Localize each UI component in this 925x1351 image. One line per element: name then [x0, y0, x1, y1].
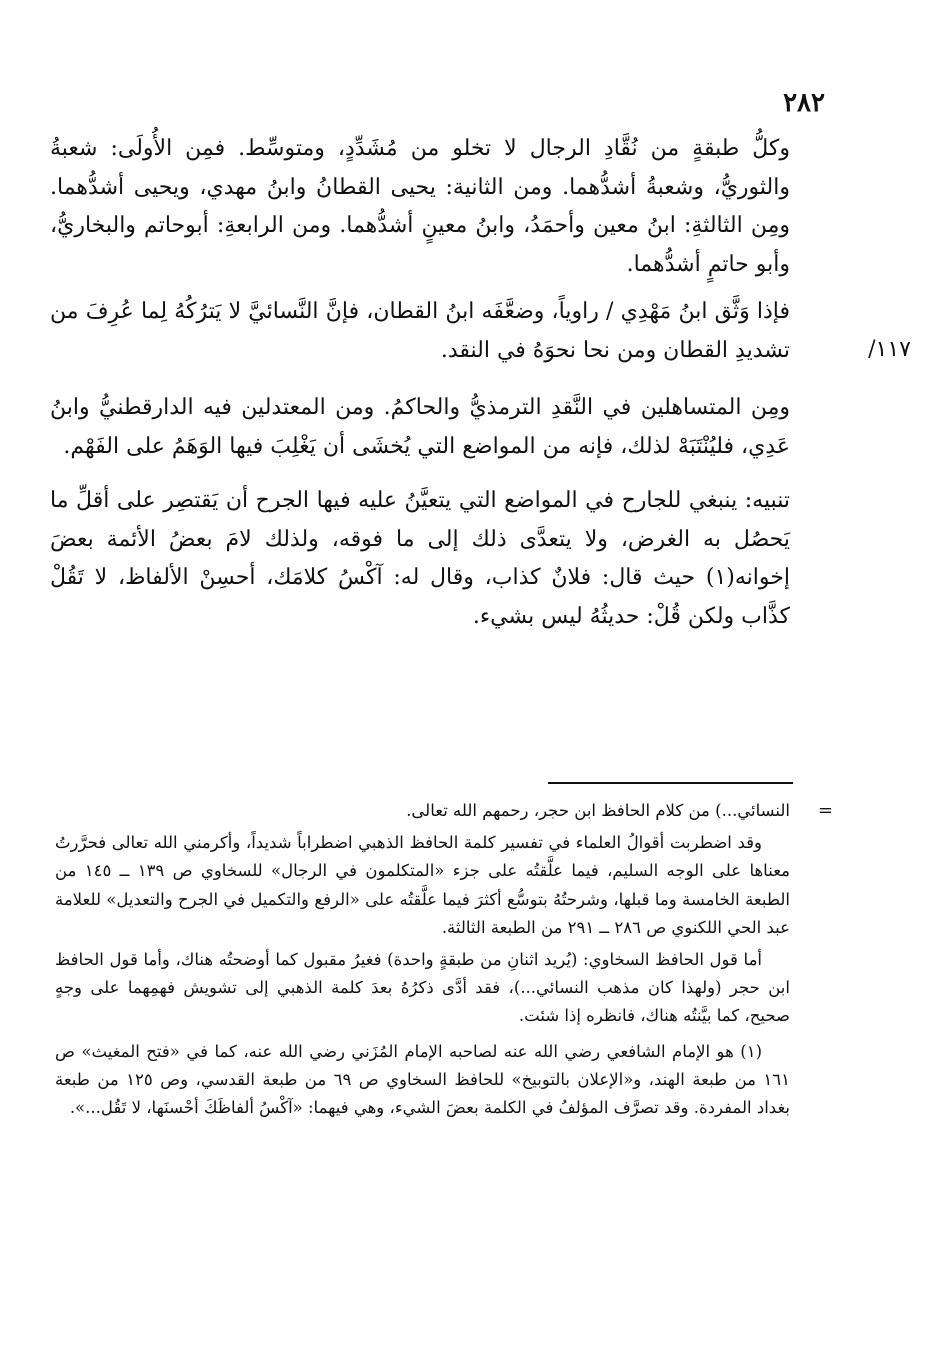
main-text — [50, 130, 790, 636]
footnote-continued: النسائي...) من كلام الحافظ ابن حجر، رحمهم الله تعالى. — [406, 801, 790, 820]
paragraph-critics-classes: وكلُّ طبقةٍ من نُقَّادِ الرجال لا تخلو من مُشَدِّدٍ، ومتوسِّط. فمِن الأُولَى: شعبةُ والثوريُّ، وشعبةُ أشدُّهما. ومن الثانية: يحيى القطانُ وابنُ مهدي، ويحيى أشدُّهما. ومِن الثالثةِ: ابنُ معين وأحمَدُ، وابنُ معينٍ أشدُّهما. ومن الرابعةِ: أبوحاتم والبخاريُّ، وأبو حاتمٍ أشدُّهما. — [50, 136, 790, 277]
page-number: ٢٨٢ — [783, 88, 825, 118]
footnote-1: (١) هو الإمام الشافعي رضي الله عنه لصاحبه الإمام المُزَني رضي الله عنه، كما في «فتح المغيث» ص ١٦١ من طبعة الهند، و«الإعلان بالتوبيخ» للحافظ السخاوي ص ٦٩ من طبعة القدسي، وص ١٢٥ من طبعة بغداد المفردة. وقد تصرَّف المؤلفُ في الكلمة بعضَ الشيء، وهي فيهما: «آكْسُ ألفاظَكَ أحْسنَها، لا تَقُل...». — [55, 1041, 791, 1118]
footnotes — [55, 797, 790, 1122]
footnote-continuation-mark: = — [817, 800, 833, 821]
paragraph-tanbih: تنبيه: ينبغي للجارح في المواضع التي يتعيَّنُ عليه فيها الجرح أن يَقتصِر على أقلِّ ما يَحصُل به الغرض، ولا يتعدَّى ذلك إلى ما فوقه، ولذلك لامَ بعضُ الأئمة بعضَ إخوانه(١) حيث قال: فلانٌ كذاب، وقال له: آكْسُ كلامَك، أحسِنْ الألفاظ، لا تَقُلْ كذَّاب ولكن قُلْ: حديثُهُ ليس بشيء. — [50, 488, 790, 629]
footnote-paragraph-sakhawi: أما قول الحافظ السخاوي: (يُريد اثنانِ من طبقةٍ واحدة) فغيرُ مقبول كما أوضحتُه هناك، وأما قول الحافظ ابن حجر (ولهذا كان مذهب النسائي...)، فقد أدَّى ذكرُهُ بعدَ كلمة الذهبي إلى تشويش فهمِهما على وجهٍ صحيح، كما بيَّنتُه هناك، فانظره إذا شئت. — [55, 950, 790, 1026]
footnote-paragraph-dhahabi: وقد اضطربت أقوالُ العلماء في تفسير كلمة الحافظ الذهبي اضطراباً شديداً، وأكرمني الله تعالى فحرَّرتُ معناها على الوجه السليم، فيما علَّقتُه على جزء «المتكلمون في الرجال» للسخاوي ص ١٣٩ ــ ١٤٥ من الطبعة الخامسة وما قبلها، وشرحتُهُ بتوسُّع أكثرَ فيما علَّقتُه على «الرفع والتكميل في الجرح والتعديل» للعلامة عبد الحي اللكنوي ص ٢٨٦ ــ ٢٩١ من الطبعة الثالثة. — [55, 833, 790, 937]
paragraph-lenient-critics: ومِن المتساهلين في النَّقدِ الترمذيُّ والحاكمُ. ومن المعتدلين فيه الدارقطنيُّ وابنُ عَدِي، فليُنْتَبَهْ لذلك، فإنه من المواضع التي يُخشَى أن يَغْلِبَ فيها الوَهَمُ على الفَهْم. — [50, 395, 790, 459]
footnote-separator — [548, 782, 793, 784]
margin-reference: ١١٧/ — [868, 337, 911, 362]
paragraph-nasai-rule: فإذا وَثَّق ابنُ مَهْدِي / راوياً، وضعَّفَه ابنُ القطان، فإنَّ النَّسائيَّ لا يَترُكُهُ لِما عُرِفَ من تشديدِ القطان ومن نحا نحوَهُ في النقد. — [50, 299, 790, 363]
